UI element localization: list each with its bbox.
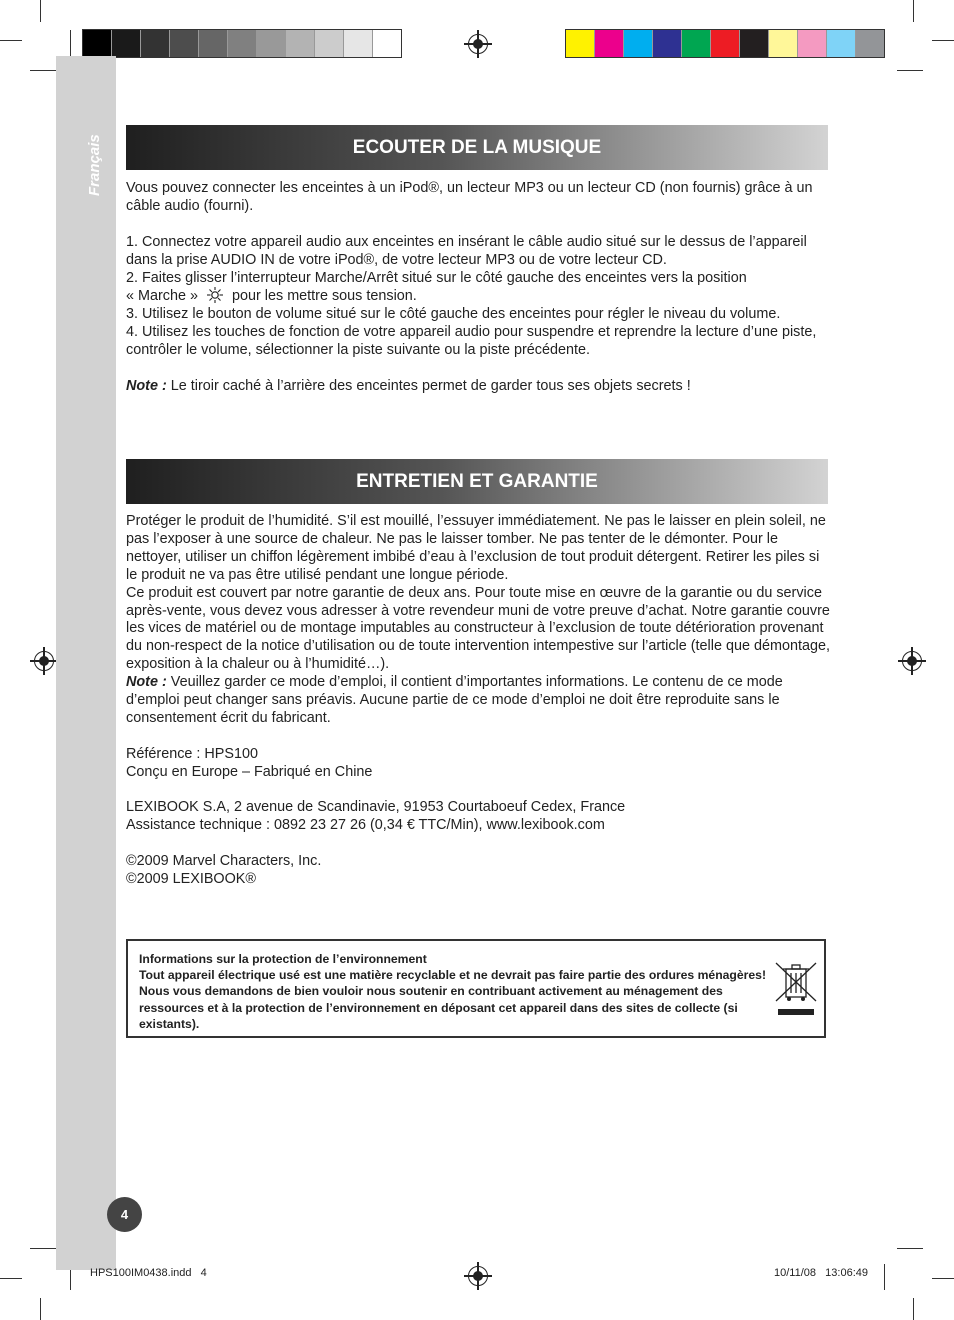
registration-mark-icon xyxy=(468,1266,488,1286)
color-swatch xyxy=(257,30,286,57)
footer-timestamp: 10/11/08 13:06:49 xyxy=(774,1267,868,1279)
side-tab xyxy=(56,56,116,1270)
step-1: 1. Connectez votre appareil audio aux enceintes en insérant le câble audio situé sur le dessus de l’appareil dans la prise AUDIO IN de votre iPod®, de votre lecteur MP3 ou de votre lecteur CD. xyxy=(126,233,807,268)
registration-mark-icon xyxy=(468,34,488,54)
color-swatch xyxy=(827,30,856,57)
gray-color-bar xyxy=(82,29,402,58)
section-title: ECOUTER DE LA MUSIQUE xyxy=(352,136,602,158)
marche-label: « Marche » xyxy=(126,288,198,305)
section-title: ENTRETIEN ET GARANTIE xyxy=(356,470,598,492)
color-swatch xyxy=(653,30,682,57)
section-heading-warranty xyxy=(126,459,828,504)
color-swatch xyxy=(373,30,401,57)
environment-body: Tout appareil électrique usé est une matière recyclable et ne devrait pas faire partie des ordures ménagères! Nous vous demandons de bien vouloir nous soutenir en contribuant activement au ménagement des ressources et à la protection de l’environnement en déposant cet appareil dans des sites de collecte (si existants). xyxy=(139,968,767,1031)
color-swatch xyxy=(769,30,798,57)
language-label: Français xyxy=(86,134,103,196)
step-4: 4. Utilisez les touches de fonction de votre appareil audio pour suspendre et reprendre la lecture d’une piste, contrôler le volume, sélectionner la piste suivante ou la piste précédente. xyxy=(126,324,817,359)
color-swatch xyxy=(740,30,769,57)
page-number-text: 4 xyxy=(120,1207,129,1222)
warranty-text xyxy=(126,513,832,889)
reference: Référence : HPS100 xyxy=(126,745,258,762)
color-swatch xyxy=(83,30,112,57)
color-swatch xyxy=(286,30,315,57)
power-on-text: pour les mettre sous tension. xyxy=(232,288,417,305)
crop-mark xyxy=(897,1248,923,1249)
color-swatch xyxy=(228,30,257,57)
note-label: Note : xyxy=(126,674,167,691)
crop-mark xyxy=(30,70,56,71)
color-swatch xyxy=(711,30,740,57)
color-swatch xyxy=(595,30,624,57)
crop-mark xyxy=(40,0,41,22)
step-2-cont xyxy=(126,287,832,306)
color-swatch xyxy=(315,30,344,57)
environment-title: Informations sur la protection de l’environnement xyxy=(139,952,427,966)
crop-mark xyxy=(70,30,71,56)
note-paragraph xyxy=(126,674,832,728)
step-2: 2. Faites glisser l’interrupteur Marche/Arrêt situé sur le côté gauche des enceintes vers la position xyxy=(126,269,747,286)
crossed-bin-icon xyxy=(774,961,818,1023)
made-in: Conçu en Europe – Fabriqué en Chine xyxy=(126,763,373,780)
support-line: Assistance technique : 0892 23 27 26 (0,34 € TTC/Min), www.lexibook.com xyxy=(126,817,605,834)
crop-mark xyxy=(30,1248,56,1249)
color-swatch xyxy=(856,30,884,57)
note-paragraph xyxy=(126,378,832,396)
color-swatch xyxy=(141,30,170,57)
sun-icon xyxy=(202,287,228,303)
care-paragraph: Protéger le produit de l’humidité. S’il est mouillé, l’essuyer immédiatement. Ne pas le laisser en plein soleil, ne pas l’exposer à une source de chaleur. Ne pas le laisser tomber. Ne pas tenter de le démonter. Pour le nettoyer, utiliser un chiffon légèrement imbibé d’eau à l’exclusion de tout produit détergent. Retirer les piles si le produit ne va pas être utilisé pendant une longue période. xyxy=(126,513,826,583)
footer-file-name: HPS100IM0438.indd 4 xyxy=(90,1267,207,1279)
copyright-marvel: ©2009 Marvel Characters, Inc. xyxy=(126,853,322,870)
warranty-paragraph: Ce produit est couvert par notre garantie de deux ans. Pour toute mise en œuvre de la garantie ou du service après-vente, vous devez vous adresser à votre revendeur muni de votre preuve d’achat. Notre garantie couvre les vices de matériel ou de montage imputables au constructeur à l’exclusion de toute détérioration provenant du non-respect de la notice d’utilisation ou de toute intervention intempestive sur l’article (telle que démontage, exposition à la chaleur ou à l’humidité…). xyxy=(126,584,830,673)
company-address: LEXIBOOK S.A, 2 avenue de Scandinavie, 91953 Courtaboeuf Cedex, France xyxy=(126,799,626,816)
crop-mark xyxy=(913,0,914,22)
crop-mark xyxy=(932,1278,954,1279)
environment-notice xyxy=(126,939,826,1038)
note-label: Note : xyxy=(126,377,167,394)
color-swatch xyxy=(566,30,595,57)
section-heading-music xyxy=(126,125,828,170)
crop-mark xyxy=(0,1278,22,1279)
color-swatch xyxy=(170,30,199,57)
copyright-lexibook: ©2009 LEXIBOOK® xyxy=(126,871,257,888)
music-instructions xyxy=(126,180,832,396)
note-text: Le tiroir caché à l’arrière des enceintes permet de garder tous ses objets secrets ! xyxy=(166,377,691,394)
color-swatch xyxy=(344,30,373,57)
intro-paragraph: Vous pouvez connecter les enceintes à un iPod®, un lecteur MP3 ou un lecteur CD (non fournis) grâce à un câble audio (fourni). xyxy=(126,180,813,214)
color-swatch xyxy=(798,30,827,57)
crop-mark xyxy=(0,40,22,41)
crop-mark xyxy=(40,1298,41,1320)
color-swatch xyxy=(624,30,653,57)
page-number xyxy=(107,1197,142,1232)
crop-mark xyxy=(932,40,954,41)
crop-mark xyxy=(913,1298,914,1320)
color-swatch xyxy=(112,30,141,57)
crop-mark xyxy=(884,1264,885,1290)
registration-mark-icon xyxy=(902,651,922,671)
process-color-bar xyxy=(565,29,885,58)
step-3: 3. Utilisez le bouton de volume situé sur le côté gauche des enceintes pour régler le niveau du volume. xyxy=(126,306,781,323)
language-tab xyxy=(78,124,118,204)
color-swatch xyxy=(682,30,711,57)
note-text: Veuillez garder ce mode d’emploi, il contient d’importantes informations. Le contenu de ce mode d’emploi peut changer sans préavis. Aucune partie de ce mode d’emploi ne doit être reproduite sans le consentement écrit du fabricant. xyxy=(126,674,783,726)
environment-text xyxy=(139,951,769,1032)
crop-mark xyxy=(897,70,923,71)
registration-mark-icon xyxy=(34,651,54,671)
color-swatch xyxy=(199,30,228,57)
